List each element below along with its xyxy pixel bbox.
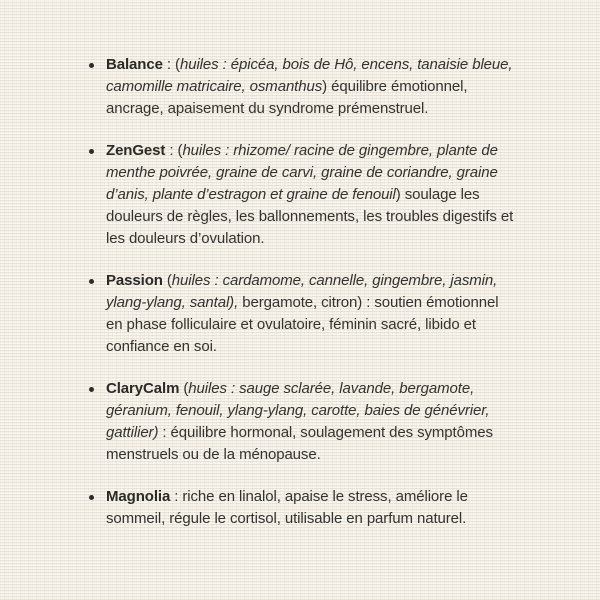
text-segment: ( — [162, 272, 172, 289]
text-segment: ) équilibre émotionnel, ancrage, apaisement du syndrome prémenstruel. — [106, 78, 468, 117]
text-segment: : équilibre hormonal, soulagement des symptômes menstruels ou de la ménopause. — [106, 424, 493, 463]
list-item-magnolia — [88, 486, 518, 530]
bullet-icon — [89, 149, 94, 154]
list-item-clarycalm — [88, 378, 518, 466]
oils-list-segment: huiles : épicéa, bois de Hô, encens, tanaisie bleue, camomille matricaire, osmanthus — [106, 56, 513, 95]
text-segment: ( — [179, 380, 189, 397]
oil-blends-list — [88, 54, 518, 550]
blend-name: Magnolia — [106, 488, 171, 505]
bullet-icon — [89, 495, 94, 500]
text-segment: bergamote, citron) : soutien émotionnel en phase folliculaire et ovulatoire, féminin sacré, libido et confiance en soi. — [106, 294, 499, 355]
blend-name: Balance — [106, 56, 163, 73]
list-item-balance — [88, 54, 518, 120]
list-item-passion — [88, 270, 518, 358]
text-segment: : ( — [165, 142, 183, 159]
oils-list-segment: huiles : rhizome/ racine de gingembre, plante de menthe poivrée, graine de carvi, graine de coriandre, graine d’anis, plante d’estragon et graine de fenouil — [106, 142, 498, 203]
bullet-icon — [89, 387, 94, 392]
oils-list-segment: huiles : cardamome, cannelle, gingembre, jasmin, ylang-ylang, santal), — [106, 272, 498, 311]
text-segment: : riche en linalol, apaise le stress, améliore le sommeil, régule le cortisol, utilisable en parfum naturel. — [106, 488, 468, 527]
text-segment: ) soulage les douleurs de règles, les ballonnements, les troubles digestifs et les douleurs d’ovulation. — [106, 186, 514, 247]
blend-name: ClaryCalm — [106, 380, 180, 397]
blend-name: ZenGest — [106, 142, 166, 159]
bullet-icon — [89, 279, 94, 284]
oils-list-segment: huiles : sauge sclarée, lavande, bergamote, géranium, fenouil, ylang-ylang, carotte, baies de génévrier, gattilier) — [106, 380, 490, 441]
text-segment: : ( — [162, 56, 180, 73]
list-item-zengest — [88, 140, 518, 250]
blend-name: Passion — [106, 272, 163, 289]
bullet-icon — [89, 63, 94, 68]
